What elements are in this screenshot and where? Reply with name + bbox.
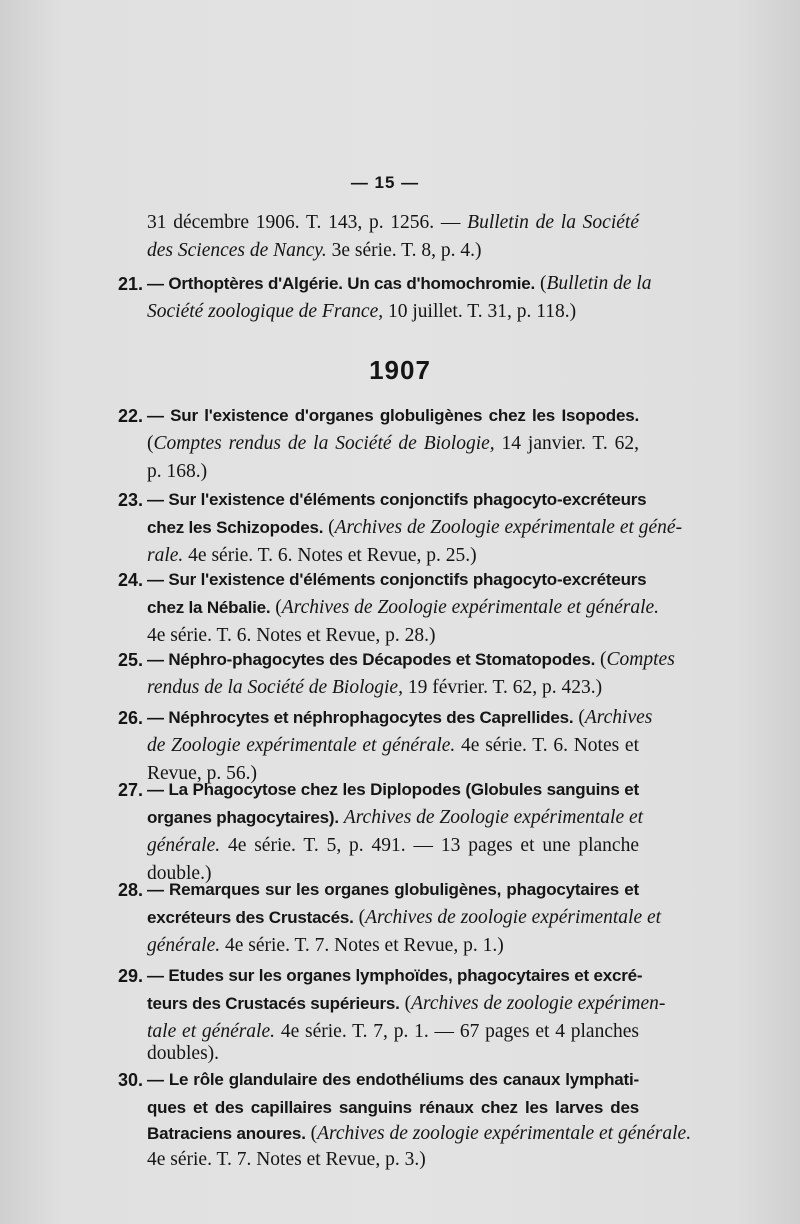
text-line: rale. 4e série. T. 6. Notes et Revue, p. 25.) xyxy=(147,545,477,566)
entry-title: — Sur l'existence d'éléments conjonctifs phagocyto-excréteurs xyxy=(147,490,647,509)
text-line: double.) xyxy=(147,863,212,884)
text-line: tale et générale. 4e série. T. 7, p. 1. — 67 pages et 4 planches xyxy=(147,1021,639,1042)
entry-number: 30. xyxy=(118,1070,144,1090)
entry-number: 23. xyxy=(118,490,144,510)
entry-number: 22. xyxy=(118,406,144,426)
entry-number: 27. xyxy=(118,780,144,800)
text-line: excréteurs des Crustacés. (Archives de zoologie expérimentale et xyxy=(147,907,662,928)
entry-number: 24. xyxy=(118,570,144,590)
entry-number: 21. xyxy=(118,274,144,294)
text-line: organes phagocytaires). Archives de Zoologie expérimentale et xyxy=(147,807,644,828)
entry-title: — Sur l'existence d'éléments conjonctifs phagocyto-excréteurs xyxy=(147,570,647,589)
entry-title: — La Phagocytose chez les Diplopodes (Globules sanguins et xyxy=(147,780,639,799)
entry-title: — Orthoptères d'Algérie. Un cas d'homochromie. (Bulletin de la xyxy=(147,273,652,294)
entry-number: 26. xyxy=(118,708,144,728)
text-line: chez les Schizopodes. (Archives de Zoologie expérimentale et géné- xyxy=(147,517,683,538)
text-line: 4e série. T. 6. Notes et Revue, p. 28.) xyxy=(147,625,436,646)
text-line: ques et des capillaires sanguins rénaux chez les larves des xyxy=(147,1098,639,1117)
text-line: générale. 4e série. T. 7. Notes et Revue, p. 1.) xyxy=(147,935,504,956)
year-heading: 1907 xyxy=(369,355,431,385)
text-line: Revue, p. 56.) xyxy=(147,763,257,784)
text-line: (Comptes rendus de la Société de Biologie, 14 janvier. T. 62, xyxy=(147,433,639,454)
text-line: chez la Nébalie. (Archives de Zoologie expérimentale et générale. xyxy=(147,597,660,618)
entry-title: — Néphrocytes et néphrophagocytes des Caprellides. (Archives xyxy=(147,707,653,728)
entry-number: 29. xyxy=(118,966,144,986)
text-line: Batraciens anoures. (Archives de zoologie expérimentale et générale. xyxy=(147,1123,692,1144)
text-line: Société zoologique de France, 10 juillet. T. 31, p. 118.) xyxy=(147,301,577,322)
text-line: doubles). xyxy=(147,1043,220,1064)
text-line: teurs des Crustacés supérieurs. (Archives de zoologie expérimen- xyxy=(147,993,666,1014)
text-line: des Sciences de Nancy. 3e série. T. 8, p. 4.) xyxy=(147,240,482,261)
entry-number: 25. xyxy=(118,650,144,670)
text-line: 31 décembre 1906. T. 143, p. 1256. — Bulletin de la Société xyxy=(147,212,639,233)
entry-title: — Le rôle glandulaire des endothéliums des canaux lymphati- xyxy=(147,1070,639,1089)
text-line: p. 168.) xyxy=(147,461,208,482)
text-line: 4e série. T. 7. Notes et Revue, p. 3.) xyxy=(147,1149,426,1170)
text-line: rendus de la Société de Biologie, 19 février. T. 62, p. 423.) xyxy=(147,677,603,698)
entry-title: — Néphro-phagocytes des Décapodes et Stomatopodes. (Comptes xyxy=(147,649,675,670)
entry-title: — Etudes sur les organes lymphoïdes, phagocytaires et excré- xyxy=(147,966,643,985)
text-line: générale. 4e série. T. 5, p. 491. — 13 pages et une planche xyxy=(147,835,639,856)
entry-title: — Sur l'existence d'organes globuligènes chez les Isopodes. xyxy=(147,406,639,425)
entry-number: 28. xyxy=(118,880,144,900)
text-line: de Zoologie expérimentale et générale. 4e série. T. 6. Notes et xyxy=(147,735,639,756)
entry-title: — Remarques sur les organes globuligènes, phagocytaires et xyxy=(147,880,639,899)
page-number: — 15 — xyxy=(350,173,420,192)
